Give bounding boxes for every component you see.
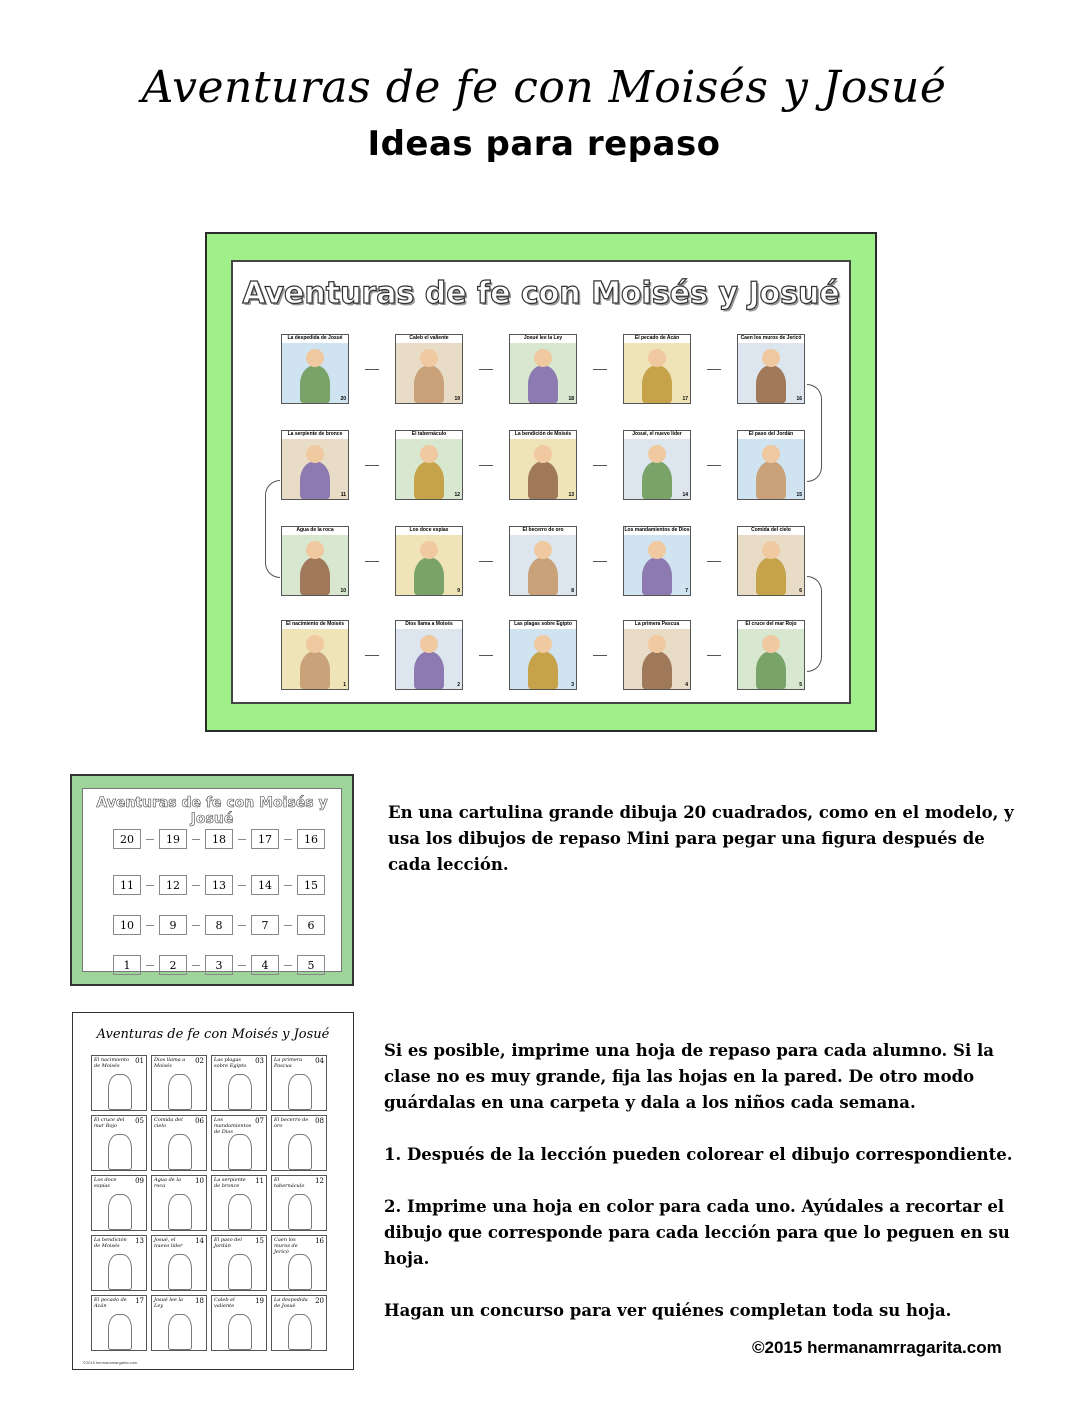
line-drawing-icon (228, 1134, 252, 1170)
poster-tile (623, 526, 691, 596)
worksheet-cell (151, 1175, 207, 1231)
figure-body-icon (414, 365, 444, 403)
worksheet-cell-number: 08 (315, 1117, 324, 1125)
figure-body-icon (756, 365, 786, 403)
worksheet-cell (271, 1175, 327, 1231)
line-drawing-icon (288, 1254, 312, 1290)
model-box: 10 (113, 915, 141, 935)
figure-body-icon (642, 365, 672, 403)
line-drawing-icon (288, 1314, 312, 1350)
line-drawing-icon (228, 1314, 252, 1350)
poster-tile (623, 620, 691, 690)
line-drawing-icon (288, 1074, 312, 1110)
figure-head-icon (534, 349, 552, 367)
figure-head-icon (648, 635, 666, 653)
poster-connector (707, 655, 721, 656)
poster-connector (593, 369, 607, 370)
figure-head-icon (648, 541, 666, 559)
line-drawing-icon (168, 1194, 192, 1230)
figure-body-icon (300, 365, 330, 403)
worksheet-cell (211, 1175, 267, 1231)
model-connector (192, 885, 200, 886)
poster-tile-label: El pecado de Acán (624, 335, 690, 343)
model-connector (284, 885, 292, 886)
worksheet-cell-number: 04 (315, 1057, 324, 1065)
worksheet-cell-label: Dios llama a Moisés (154, 1057, 186, 1069)
model-connector (146, 965, 154, 966)
poster-tile-number: 13 (568, 492, 574, 498)
poster-connector (707, 369, 721, 370)
poster-tile (395, 526, 463, 596)
figure-body-icon (642, 651, 672, 689)
poster-tile-label: La bendición de Moisés (510, 431, 576, 439)
worksheet-cell-label: El becerro de oro (274, 1117, 309, 1129)
instructions-worksheet (384, 1038, 1034, 1350)
model-connector (146, 839, 154, 840)
poster-title: Aventuras de fe con Moisés y Josué (242, 276, 840, 311)
poster-tile-label: Comida del cielo (738, 527, 804, 535)
page-title: Aventuras de fe con Moisés y Josué (141, 62, 947, 113)
line-drawing-icon (228, 1254, 252, 1290)
worksheet-cell (91, 1115, 147, 1171)
worksheet-cell (151, 1055, 207, 1111)
figure-head-icon (762, 635, 780, 653)
model-box: 1 (113, 955, 141, 975)
poster-tile-number: 17 (682, 396, 688, 402)
figure-head-icon (762, 349, 780, 367)
worksheet-cell-label: Los mandamientos de Dios (214, 1117, 252, 1135)
worksheet-title: Aventuras de fe con Moisés y Josué (96, 1027, 330, 1042)
figure-body-icon (300, 651, 330, 689)
model-box: 8 (205, 915, 233, 935)
poster-tile-number: 9 (457, 588, 460, 594)
poster-tile (509, 620, 577, 690)
poster-tile (623, 430, 691, 500)
figure-body-icon (528, 365, 558, 403)
worksheet-cell-number: 19 (255, 1297, 264, 1305)
figure-body-icon (300, 461, 330, 499)
worksheet-cell (91, 1295, 147, 1351)
model-box: 4 (251, 955, 279, 975)
poster-row-connector (265, 480, 280, 578)
line-drawing-icon (168, 1314, 192, 1350)
model-box: 20 (113, 829, 141, 849)
poster-tile-label: Josué lee la Ley (510, 335, 576, 343)
poster-tile-label: Caleb el valiente (396, 335, 462, 343)
figure-body-icon (528, 557, 558, 595)
worksheet-cell-number: 07 (255, 1117, 264, 1125)
poster-row-connector (807, 384, 822, 482)
poster-connector (593, 561, 607, 562)
poster-tile-label: La primera Pascua (624, 621, 690, 629)
worksheet-cell-number: 05 (135, 1117, 144, 1125)
figure-head-icon (420, 541, 438, 559)
poster-tile (281, 430, 349, 500)
model-connector (284, 965, 292, 966)
worksheet-cell-number: 18 (195, 1297, 204, 1305)
figure-head-icon (420, 635, 438, 653)
poster-tile-label: El cruce del mar Rojo (738, 621, 804, 629)
poster-tile-label: El paso del Jordán (738, 431, 804, 439)
worksheet-cell-number: 16 (315, 1237, 324, 1245)
figure-body-icon (528, 461, 558, 499)
model-box: 18 (205, 829, 233, 849)
line-drawing-icon (228, 1194, 252, 1230)
worksheet-cell-number: 02 (195, 1057, 204, 1065)
model-connector (284, 839, 292, 840)
poster-tile (509, 526, 577, 596)
figure-body-icon (642, 557, 672, 595)
poster-tile-label: Agua de la roca (282, 527, 348, 535)
poster-tile-label: El tabernáculo (396, 431, 462, 439)
model-connector (146, 925, 154, 926)
poster-tile-label: Los mandamientos de Dios (624, 527, 690, 533)
poster-tile-label: Josué, el nuevo líder (624, 431, 690, 439)
poster-tile (509, 334, 577, 404)
figure-body-icon (528, 651, 558, 689)
poster-tile (509, 430, 577, 500)
page-subtitle: Ideas para repaso (367, 124, 721, 164)
worksheet-cell-number: 09 (135, 1177, 144, 1185)
poster-tile-number: 19 (454, 396, 460, 402)
figure-head-icon (306, 541, 324, 559)
poster-tile-label: Los doce espías (396, 527, 462, 535)
poster-connector (365, 561, 379, 562)
model-box: 5 (297, 955, 325, 975)
poster-tile (623, 334, 691, 404)
worksheet-cell (91, 1175, 147, 1231)
figure-body-icon (756, 557, 786, 595)
model-title: Aventuras de fe con Moisés y Josué (96, 795, 328, 827)
figure-body-icon (642, 461, 672, 499)
line-drawing-icon (288, 1194, 312, 1230)
worksheet-cell-label: La serpiente de bronce (214, 1177, 246, 1189)
line-drawing-icon (168, 1074, 192, 1110)
poster-inner (231, 260, 851, 704)
worksheet-cell-label: Caen los muros de Jericó (274, 1237, 298, 1255)
figure-head-icon (648, 349, 666, 367)
figure-head-icon (420, 445, 438, 463)
worksheet-cell (271, 1295, 327, 1351)
model-box: 3 (205, 955, 233, 975)
worksheet-cell-label: Agua de la roca (154, 1177, 181, 1189)
poster-tile (737, 430, 805, 500)
figure-head-icon (306, 635, 324, 653)
model-box: 15 (297, 875, 325, 895)
worksheet-cell-label: Comida del cielo (154, 1117, 183, 1129)
model-box: 6 (297, 915, 325, 935)
worksheet-cell-label: La despedida de Josué (274, 1297, 308, 1309)
figure-head-icon (534, 541, 552, 559)
figure-head-icon (648, 445, 666, 463)
line-drawing-icon (228, 1074, 252, 1110)
poster-tile-label: El becerro de oro (510, 527, 576, 535)
poster-tile (395, 620, 463, 690)
line-drawing-icon (288, 1134, 312, 1170)
model-inner (82, 788, 342, 972)
poster-connector (479, 369, 493, 370)
poster-row-connector (807, 576, 822, 672)
poster-connector (365, 465, 379, 466)
model-connector (192, 965, 200, 966)
line-drawing-icon (108, 1314, 132, 1350)
model-box: 14 (251, 875, 279, 895)
worksheet-cell-number: 11 (255, 1177, 264, 1185)
model-connector (192, 925, 200, 926)
poster-connector (365, 655, 379, 656)
worksheet-cell-number: 10 (195, 1177, 204, 1185)
poster-tile-number: 16 (796, 396, 802, 402)
worksheet-cell-label: El paso del Jordán (214, 1237, 242, 1249)
worksheet-cell-label: El pecado de Acán (94, 1297, 127, 1309)
figure-body-icon (300, 557, 330, 595)
figure-head-icon (762, 445, 780, 463)
poster-tile-number: 20 (340, 396, 346, 402)
paragraph-3: 2. Imprime una hoja en color para cada uno. Ayúdales a recortar el dibujo que corresponde para cada lección para que lo peguen en su hoja. (384, 1197, 1010, 1268)
worksheet-cell (211, 1235, 267, 1291)
poster-tile (281, 526, 349, 596)
worksheet-cell-label: Los doce espías (94, 1177, 117, 1189)
model-box: 16 (297, 829, 325, 849)
worksheet-cell-number: 17 (135, 1297, 144, 1305)
model-box: 19 (159, 829, 187, 849)
worksheet-cell-number: 13 (135, 1237, 144, 1245)
line-drawing-icon (168, 1134, 192, 1170)
worksheet-cell-number: 14 (195, 1237, 204, 1245)
worksheet-cell-label: Josué lee la Ley (154, 1297, 184, 1309)
worksheet-cell (211, 1295, 267, 1351)
poster-tile-number: 8 (571, 588, 574, 594)
figure-head-icon (534, 445, 552, 463)
figure-head-icon (762, 541, 780, 559)
poster-connector (593, 655, 607, 656)
poster-tile-number: 1 (343, 682, 346, 688)
poster-tile (395, 334, 463, 404)
poster-connector (479, 465, 493, 466)
line-drawing-icon (108, 1134, 132, 1170)
model-connector (284, 925, 292, 926)
poster-tile-number: 4 (685, 682, 688, 688)
worksheet-cell-number: 03 (255, 1057, 264, 1065)
poster-connector (479, 655, 493, 656)
poster-tile-number: 2 (457, 682, 460, 688)
worksheet-cell-label: La primera Pascua (274, 1057, 303, 1069)
poster-tile-number: 15 (796, 492, 802, 498)
worksheet-cell (271, 1115, 327, 1171)
copyright: ©2015 hermanamrragarita.com (752, 1338, 1002, 1357)
model-connector (238, 925, 246, 926)
worksheet-cell-label: Las plagas sobre Egipto (214, 1057, 247, 1069)
poster-tile-label: La despedida de Josué (282, 335, 348, 343)
paragraph-4: Hagan un concurso para ver quiénes completan toda su hoja. (384, 1301, 952, 1320)
worksheet-cell (271, 1235, 327, 1291)
poster-board (205, 232, 877, 732)
figure-body-icon (414, 651, 444, 689)
poster-tile-number: 11 (340, 492, 346, 498)
poster-tile-label: La serpiente de bronce (282, 431, 348, 439)
poster-tile-number: 18 (568, 396, 574, 402)
model-box: 2 (159, 955, 187, 975)
line-drawing-icon (108, 1254, 132, 1290)
worksheet-cell-number: 20 (315, 1297, 324, 1305)
worksheet-cell-number: 06 (195, 1117, 204, 1125)
poster-tile (281, 334, 349, 404)
model-connector (146, 885, 154, 886)
poster-tile-number: 5 (799, 682, 802, 688)
worksheet-cell-label: Josué, el nuevo líder (154, 1237, 183, 1249)
poster-tile (737, 334, 805, 404)
line-drawing-icon (108, 1074, 132, 1110)
model-box: 9 (159, 915, 187, 935)
worksheet-cell (151, 1235, 207, 1291)
model-connector (238, 885, 246, 886)
poster-tile-label: Caen los muros de Jericó (738, 335, 804, 343)
worksheet-cell (211, 1115, 267, 1171)
model-connector (238, 839, 246, 840)
poster-tile-number: 7 (685, 588, 688, 594)
paragraph-2: 1. Después de la lección pueden colorear el dibujo correspondiente. (384, 1145, 1013, 1164)
poster-tile (737, 620, 805, 690)
worksheet-cell (91, 1055, 147, 1111)
model-board (70, 774, 354, 986)
model-connector (192, 839, 200, 840)
model-box: 13 (205, 875, 233, 895)
worksheet (72, 1012, 354, 1370)
poster-tile (281, 620, 349, 690)
poster-tile (395, 430, 463, 500)
figure-head-icon (534, 635, 552, 653)
figure-body-icon (414, 461, 444, 499)
model-box: 11 (113, 875, 141, 895)
instructions-poster: En una cartulina grande dibuja 20 cuadrados, como en el modelo, y usa los dibujos de repaso Mini para pegar una figura después de cada lección. (388, 803, 1014, 874)
worksheet-cell (211, 1055, 267, 1111)
worksheet-cell-number: 12 (315, 1177, 324, 1185)
model-box: 17 (251, 829, 279, 849)
worksheet-cell-number: 01 (135, 1057, 144, 1065)
figure-head-icon (420, 349, 438, 367)
worksheet-cell-number: 15 (255, 1237, 264, 1245)
poster-tile-number: 3 (571, 682, 574, 688)
model-connector (238, 965, 246, 966)
line-drawing-icon (108, 1194, 132, 1230)
figure-body-icon (756, 651, 786, 689)
poster-connector (479, 561, 493, 562)
poster-tile-number: 12 (454, 492, 460, 498)
worksheet-cell (91, 1235, 147, 1291)
model-box: 12 (159, 875, 187, 895)
line-drawing-icon (168, 1254, 192, 1290)
worksheet-cell-label: El nacimiento de Moisés (94, 1057, 129, 1069)
poster-tile-number: 6 (799, 588, 802, 594)
poster-tile-label: Las plagas sobre Egipto (510, 621, 576, 629)
worksheet-cell-label: El cruce del mar Rojo (94, 1117, 125, 1129)
model-box: 7 (251, 915, 279, 935)
figure-head-icon (306, 445, 324, 463)
poster-tile-number: 14 (682, 492, 688, 498)
worksheet-cell (271, 1055, 327, 1111)
poster-tile (737, 526, 805, 596)
worksheet-cell-label: El tabernáculo (274, 1177, 305, 1189)
worksheet-cell-label: Caleb el valiente (214, 1297, 235, 1309)
poster-connector (593, 465, 607, 466)
figure-head-icon (306, 349, 324, 367)
poster-connector (707, 465, 721, 466)
figure-body-icon (414, 557, 444, 595)
poster-tile-label: Dios llama a Moisés (396, 621, 462, 629)
worksheet-cell (151, 1115, 207, 1171)
poster-connector (707, 561, 721, 562)
worksheet-cell-label: La bendición de Moisés (94, 1237, 127, 1249)
poster-tile-number: 10 (340, 588, 346, 594)
paragraph-1: Si es posible, imprime una hoja de repaso para cada alumno. Si la clase no es muy grande, fija las hojas en la pared. De otro modo guárdalas en una carpeta y dala a los niños cada semana. (384, 1041, 994, 1112)
poster-connector (365, 369, 379, 370)
worksheet-footer: ©2015 hermanamargarita.com (83, 1360, 138, 1365)
figure-body-icon (756, 461, 786, 499)
poster-tile-label: El nacimiento de Moisés (282, 621, 348, 629)
worksheet-cell (151, 1295, 207, 1351)
